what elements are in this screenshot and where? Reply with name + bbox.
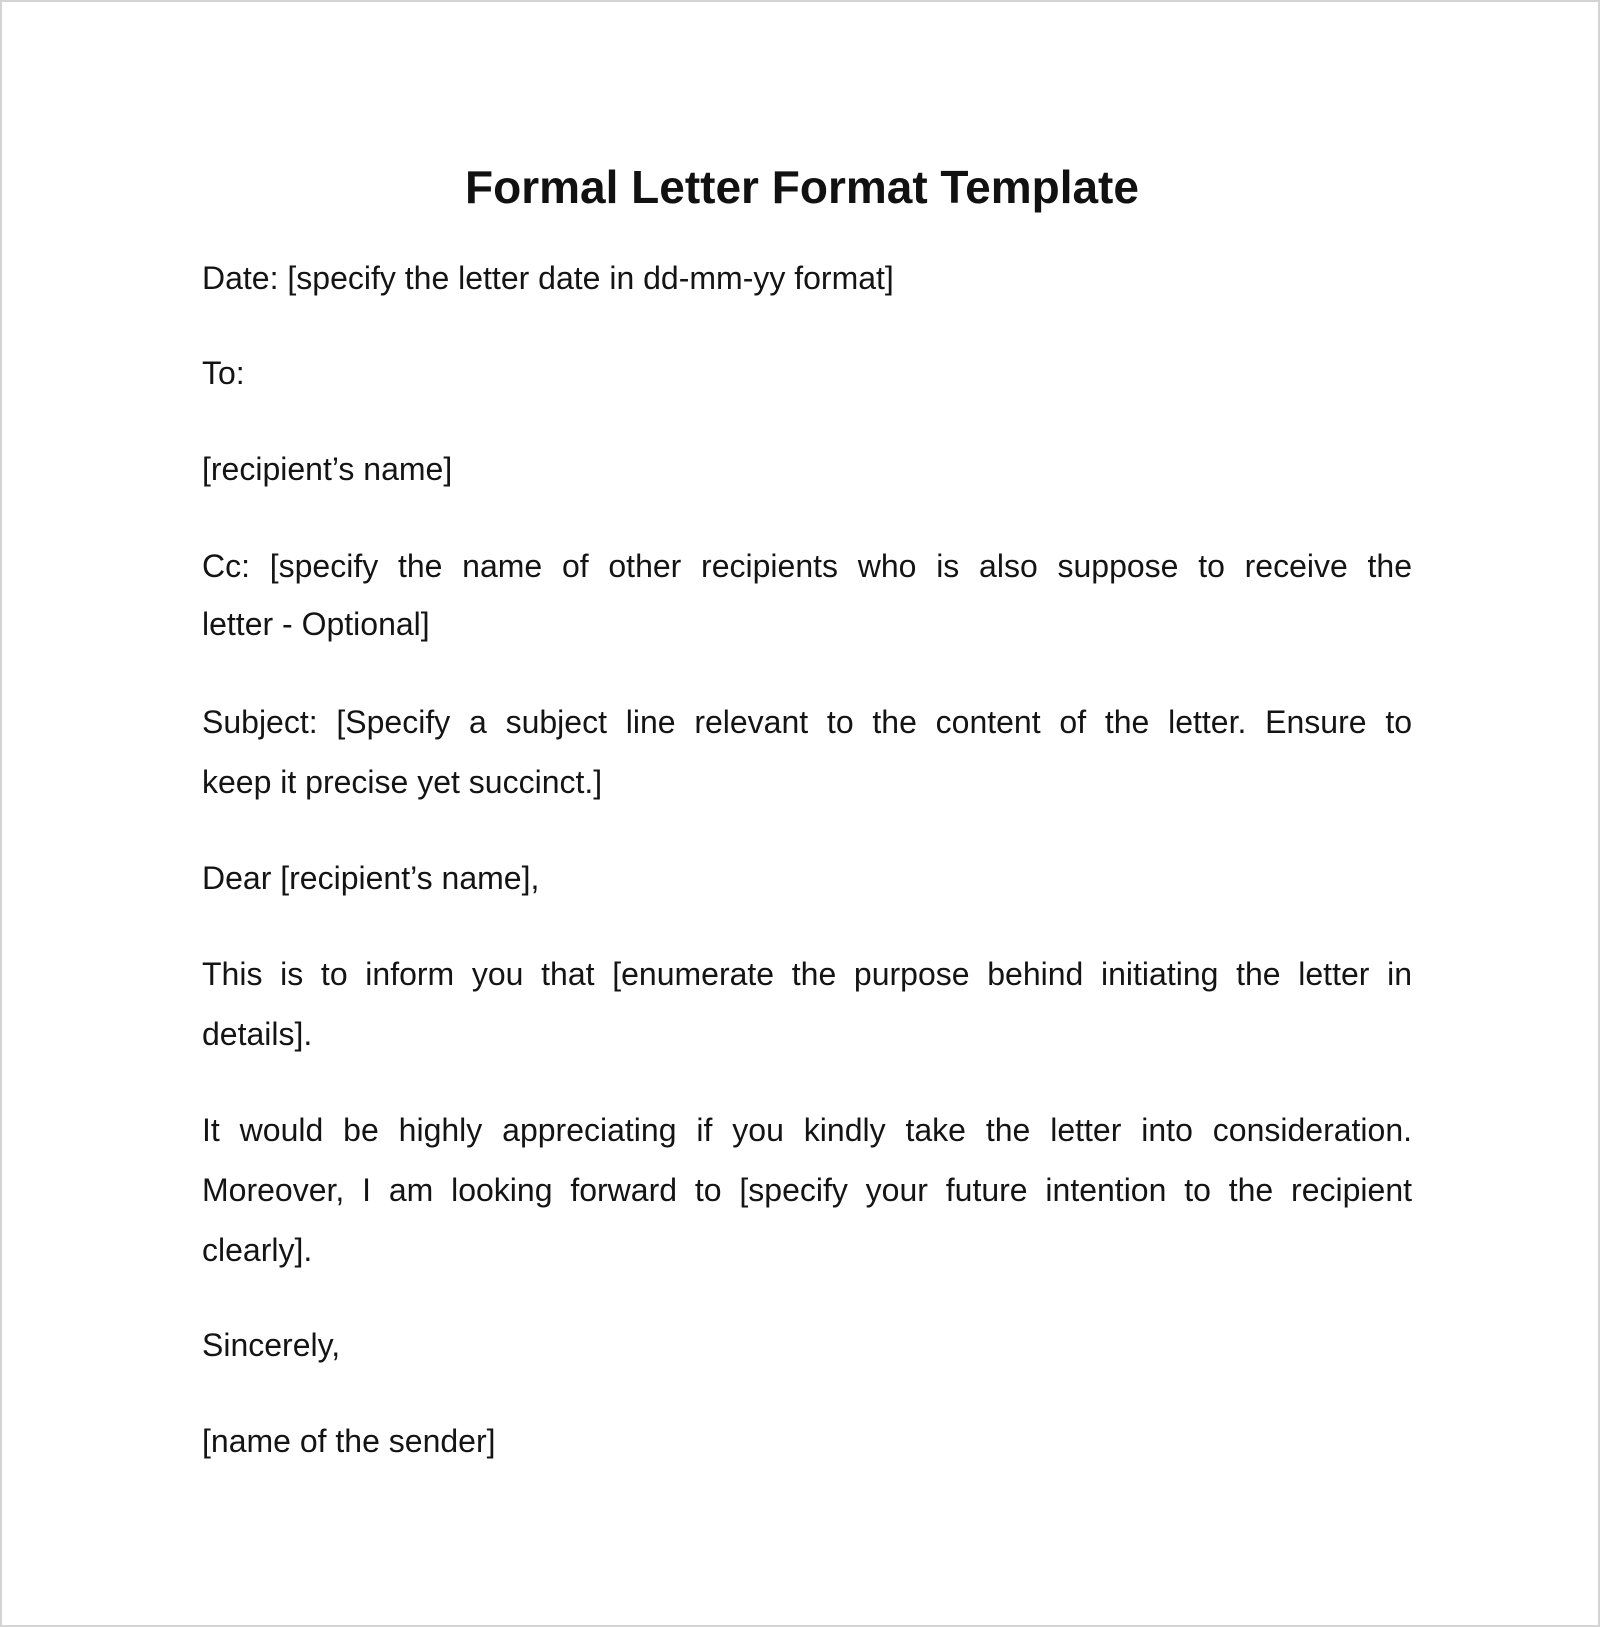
body-paragraph-2-line-1: It would be highly appreciating if you kindly take the letter into consideration.: [202, 1112, 1412, 1148]
cc-line-1: Cc: [specify the name of other recipients who is also suppose to receive the: [202, 548, 1412, 584]
recipient-name: [recipient’s name]: [202, 451, 453, 487]
date-line: Date: [specify the letter date in dd-mm-yy format]: [202, 260, 894, 296]
cc-line-2: letter - Optional]: [202, 606, 430, 642]
salutation: Dear [recipient’s name],: [202, 860, 540, 896]
body-paragraph-2-line-3: clearly].: [202, 1232, 313, 1268]
page-title: Formal Letter Format Template: [465, 161, 1139, 213]
body-paragraph-1-line-2: details].: [202, 1016, 313, 1052]
subject-line-1: Subject: [Specify a subject line relevant to the content of the letter. Ensure to: [202, 704, 1412, 740]
sender-name: [name of the sender]: [202, 1423, 496, 1459]
to-label: To:: [202, 355, 245, 391]
closing: Sincerely,: [202, 1327, 341, 1363]
body-paragraph-2-line-2: Moreover, I am looking forward to [specify your future intention to the recipient: [202, 1172, 1412, 1208]
subject-line-2: keep it precise yet succinct.]: [202, 764, 603, 800]
body-paragraph-1-line-1: This is to inform you that [enumerate the purpose behind initiating the letter in: [202, 956, 1412, 992]
